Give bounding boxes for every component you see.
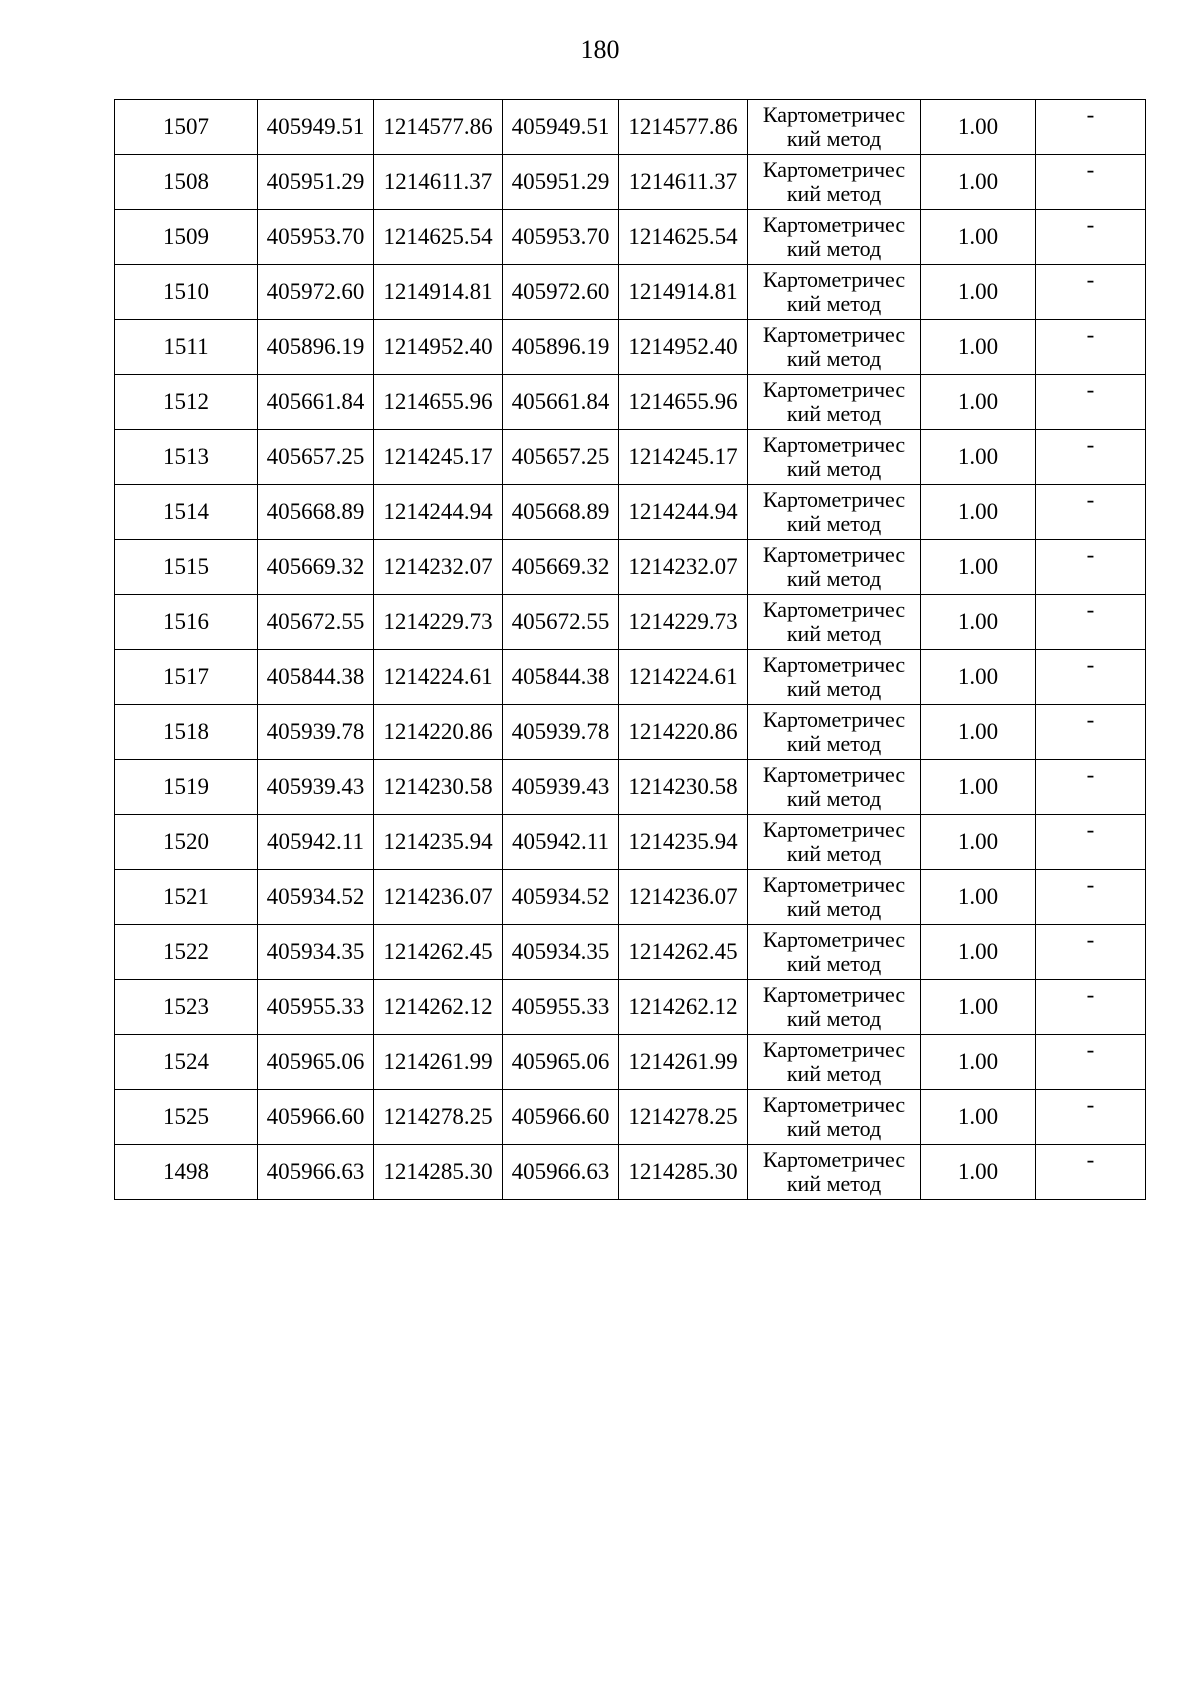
method-text: Картометричес [762, 872, 906, 897]
note-cell: - [1036, 1090, 1146, 1145]
x-coordinate-cell: 405657.25 [258, 430, 374, 485]
point-number-cell: 1520 [115, 815, 258, 870]
table-row [115, 1090, 1146, 1145]
accuracy-cell: 1.00 [921, 925, 1036, 980]
method-text: Картометричес [762, 432, 906, 457]
y-coordinate-cell: 1214224.61 [619, 650, 748, 705]
x-coordinate-cell: 405966.60 [258, 1090, 374, 1145]
x-coordinate-cell: 405955.33 [503, 980, 619, 1035]
note-cell: - [1036, 870, 1146, 925]
x-coordinate-cell: 405934.52 [503, 870, 619, 925]
x-coordinate-cell: 405949.51 [503, 100, 619, 155]
method-text: Картометричес [762, 377, 906, 402]
y-coordinate-cell: 1214625.54 [374, 210, 503, 265]
table-row [115, 540, 1146, 595]
method-text: кий метод [786, 126, 882, 151]
method-text: Картометричес [762, 212, 906, 237]
x-coordinate-cell: 405661.84 [258, 375, 374, 430]
table-row [115, 1145, 1146, 1200]
method-cell [748, 485, 921, 540]
point-number-cell: 1525 [115, 1090, 258, 1145]
method-text: Картометричес [762, 597, 906, 622]
note-cell: - [1036, 100, 1146, 155]
x-coordinate-cell: 405896.19 [258, 320, 374, 375]
x-coordinate-cell: 405939.78 [258, 705, 374, 760]
x-coordinate-cell: 405972.60 [503, 265, 619, 320]
method-text: Картометричес [762, 102, 906, 127]
y-coordinate-cell: 1214220.86 [374, 705, 503, 760]
table-row [115, 100, 1146, 155]
method-text: Картометричес [762, 817, 906, 842]
note-cell: - [1036, 265, 1146, 320]
y-coordinate-cell: 1214236.07 [619, 870, 748, 925]
accuracy-cell: 1.00 [921, 1090, 1036, 1145]
table-row [115, 705, 1146, 760]
method-cell [748, 1145, 921, 1200]
y-coordinate-cell: 1214278.25 [374, 1090, 503, 1145]
method-text: кий метод [786, 401, 882, 426]
method-cell [748, 265, 921, 320]
method-text: Картометричес [762, 1092, 906, 1117]
y-coordinate-cell: 1214262.12 [374, 980, 503, 1035]
y-coordinate-cell: 1214232.07 [619, 540, 748, 595]
note-cell: - [1036, 540, 1146, 595]
method-cell [748, 980, 921, 1035]
note-cell: - [1036, 925, 1146, 980]
method-text: кий метод [786, 896, 882, 921]
point-number-cell: 1519 [115, 760, 258, 815]
method-text: Картометричес [762, 982, 906, 1007]
point-number-cell: 1518 [115, 705, 258, 760]
y-coordinate-cell: 1214655.96 [619, 375, 748, 430]
note-cell: - [1036, 375, 1146, 430]
table-row [115, 925, 1146, 980]
x-coordinate-cell: 405939.78 [503, 705, 619, 760]
x-coordinate-cell: 405951.29 [258, 155, 374, 210]
x-coordinate-cell: 405939.43 [258, 760, 374, 815]
accuracy-cell: 1.00 [921, 815, 1036, 870]
x-coordinate-cell: 405949.51 [258, 100, 374, 155]
accuracy-cell: 1.00 [921, 595, 1036, 650]
x-coordinate-cell: 405953.70 [503, 210, 619, 265]
table-body [115, 100, 1146, 1200]
x-coordinate-cell: 405669.32 [258, 540, 374, 595]
y-coordinate-cell: 1214235.94 [374, 815, 503, 870]
point-number-cell: 1524 [115, 1035, 258, 1090]
y-coordinate-cell: 1214229.73 [374, 595, 503, 650]
method-cell [748, 815, 921, 870]
method-text: Картометричес [762, 542, 906, 567]
method-text: Картометричес [762, 762, 906, 787]
point-number-cell: 1510 [115, 265, 258, 320]
table-row [115, 485, 1146, 540]
method-text: кий метод [786, 346, 882, 371]
point-number-cell: 1523 [115, 980, 258, 1035]
y-coordinate-cell: 1214245.17 [619, 430, 748, 485]
y-coordinate-cell: 1214285.30 [374, 1145, 503, 1200]
x-coordinate-cell: 405896.19 [503, 320, 619, 375]
accuracy-cell: 1.00 [921, 1035, 1036, 1090]
x-coordinate-cell: 405942.11 [503, 815, 619, 870]
method-text: Картометричес [762, 707, 906, 732]
method-text: кий метод [786, 841, 882, 866]
note-cell: - [1036, 1035, 1146, 1090]
accuracy-cell: 1.00 [921, 485, 1036, 540]
accuracy-cell: 1.00 [921, 870, 1036, 925]
method-cell [748, 155, 921, 210]
method-text: кий метод [786, 1116, 882, 1141]
y-coordinate-cell: 1214655.96 [374, 375, 503, 430]
y-coordinate-cell: 1214236.07 [374, 870, 503, 925]
y-coordinate-cell: 1214262.45 [374, 925, 503, 980]
y-coordinate-cell: 1214625.54 [619, 210, 748, 265]
table-row [115, 210, 1146, 265]
method-cell [748, 650, 921, 705]
method-text: кий метод [786, 566, 882, 591]
x-coordinate-cell: 405965.06 [258, 1035, 374, 1090]
accuracy-cell: 1.00 [921, 1145, 1036, 1200]
method-text: Картометричес [762, 927, 906, 952]
y-coordinate-cell: 1214230.58 [619, 760, 748, 815]
point-number-cell: 1508 [115, 155, 258, 210]
point-number-cell: 1517 [115, 650, 258, 705]
accuracy-cell: 1.00 [921, 650, 1036, 705]
method-cell [748, 595, 921, 650]
note-cell: - [1036, 430, 1146, 485]
method-text: кий метод [786, 1061, 882, 1086]
x-coordinate-cell: 405668.89 [258, 485, 374, 540]
note-cell: - [1036, 650, 1146, 705]
y-coordinate-cell: 1214285.30 [619, 1145, 748, 1200]
method-text: Картометричес [762, 322, 906, 347]
point-number-cell: 1522 [115, 925, 258, 980]
method-text: кий метод [786, 511, 882, 536]
y-coordinate-cell: 1214577.86 [619, 100, 748, 155]
x-coordinate-cell: 405972.60 [258, 265, 374, 320]
note-cell: - [1036, 760, 1146, 815]
point-number-cell: 1516 [115, 595, 258, 650]
note-cell: - [1036, 1145, 1146, 1200]
accuracy-cell: 1.00 [921, 430, 1036, 485]
table-row [115, 595, 1146, 650]
x-coordinate-cell: 405844.38 [503, 650, 619, 705]
y-coordinate-cell: 1214245.17 [374, 430, 503, 485]
method-text: кий метод [786, 786, 882, 811]
accuracy-cell: 1.00 [921, 155, 1036, 210]
x-coordinate-cell: 405966.63 [258, 1145, 374, 1200]
y-coordinate-cell: 1214244.94 [374, 485, 503, 540]
table-row [115, 650, 1146, 705]
x-coordinate-cell: 405668.89 [503, 485, 619, 540]
y-coordinate-cell: 1214220.86 [619, 705, 748, 760]
accuracy-cell: 1.00 [921, 760, 1036, 815]
table-row [115, 760, 1146, 815]
x-coordinate-cell: 405965.06 [503, 1035, 619, 1090]
method-text: кий метод [786, 951, 882, 976]
y-coordinate-cell: 1214230.58 [374, 760, 503, 815]
page-number: 180 [580, 35, 620, 64]
point-number-cell: 1513 [115, 430, 258, 485]
method-text: Картометричес [762, 487, 906, 512]
x-coordinate-cell: 405942.11 [258, 815, 374, 870]
coordinates-table [114, 99, 1146, 1200]
method-text: кий метод [786, 456, 882, 481]
accuracy-cell: 1.00 [921, 375, 1036, 430]
accuracy-cell: 1.00 [921, 100, 1036, 155]
note-cell: - [1036, 815, 1146, 870]
x-coordinate-cell: 405672.55 [258, 595, 374, 650]
y-coordinate-cell: 1214577.86 [374, 100, 503, 155]
y-coordinate-cell: 1214244.94 [619, 485, 748, 540]
method-cell [748, 870, 921, 925]
method-text: кий метод [786, 1171, 882, 1196]
point-number-cell: 1515 [115, 540, 258, 595]
x-coordinate-cell: 405966.63 [503, 1145, 619, 1200]
method-text: Картометричес [762, 1037, 906, 1062]
y-coordinate-cell: 1214611.37 [374, 155, 503, 210]
table-row [115, 1035, 1146, 1090]
table-row [115, 815, 1146, 870]
method-text: кий метод [786, 236, 882, 261]
table-row [115, 375, 1146, 430]
accuracy-cell: 1.00 [921, 705, 1036, 760]
y-coordinate-cell: 1214224.61 [374, 650, 503, 705]
y-coordinate-cell: 1214952.40 [619, 320, 748, 375]
y-coordinate-cell: 1214914.81 [619, 265, 748, 320]
y-coordinate-cell: 1214261.99 [619, 1035, 748, 1090]
accuracy-cell: 1.00 [921, 540, 1036, 595]
point-number-cell: 1511 [115, 320, 258, 375]
method-text: кий метод [786, 181, 882, 206]
y-coordinate-cell: 1214262.45 [619, 925, 748, 980]
x-coordinate-cell: 405966.60 [503, 1090, 619, 1145]
accuracy-cell: 1.00 [921, 210, 1036, 265]
method-cell [748, 210, 921, 265]
method-text: кий метод [786, 731, 882, 756]
method-cell [748, 540, 921, 595]
y-coordinate-cell: 1214261.99 [374, 1035, 503, 1090]
y-coordinate-cell: 1214229.73 [619, 595, 748, 650]
note-cell: - [1036, 320, 1146, 375]
method-cell [748, 1035, 921, 1090]
y-coordinate-cell: 1214235.94 [619, 815, 748, 870]
y-coordinate-cell: 1214611.37 [619, 155, 748, 210]
x-coordinate-cell: 405953.70 [258, 210, 374, 265]
y-coordinate-cell: 1214262.12 [619, 980, 748, 1035]
note-cell: - [1036, 595, 1146, 650]
table-row [115, 155, 1146, 210]
x-coordinate-cell: 405844.38 [258, 650, 374, 705]
note-cell: - [1036, 210, 1146, 265]
method-text: кий метод [786, 291, 882, 316]
point-number-cell: 1514 [115, 485, 258, 540]
method-cell [748, 760, 921, 815]
table-row [115, 265, 1146, 320]
y-coordinate-cell: 1214952.40 [374, 320, 503, 375]
method-cell [748, 1090, 921, 1145]
x-coordinate-cell: 405934.35 [503, 925, 619, 980]
x-coordinate-cell: 405955.33 [258, 980, 374, 1035]
method-text: кий метод [786, 621, 882, 646]
x-coordinate-cell: 405672.55 [503, 595, 619, 650]
method-text: Картометричес [762, 157, 906, 182]
method-text: Картометричес [762, 652, 906, 677]
method-cell [748, 100, 921, 155]
y-coordinate-cell: 1214278.25 [619, 1090, 748, 1145]
y-coordinate-cell: 1214232.07 [374, 540, 503, 595]
x-coordinate-cell: 405951.29 [503, 155, 619, 210]
method-text: Картометричес [762, 267, 906, 292]
table-row [115, 320, 1146, 375]
table-row [115, 870, 1146, 925]
x-coordinate-cell: 405669.32 [503, 540, 619, 595]
method-text: кий метод [786, 676, 882, 701]
note-cell: - [1036, 155, 1146, 210]
x-coordinate-cell: 405934.52 [258, 870, 374, 925]
method-cell [748, 925, 921, 980]
method-text: кий метод [786, 1006, 882, 1031]
point-number-cell: 1507 [115, 100, 258, 155]
accuracy-cell: 1.00 [921, 980, 1036, 1035]
x-coordinate-cell: 405661.84 [503, 375, 619, 430]
x-coordinate-cell: 405657.25 [503, 430, 619, 485]
y-coordinate-cell: 1214914.81 [374, 265, 503, 320]
accuracy-cell: 1.00 [921, 265, 1036, 320]
method-cell [748, 430, 921, 485]
x-coordinate-cell: 405934.35 [258, 925, 374, 980]
method-cell [748, 320, 921, 375]
point-number-cell: 1521 [115, 870, 258, 925]
note-cell: - [1036, 705, 1146, 760]
note-cell: - [1036, 980, 1146, 1035]
point-number-cell: 1509 [115, 210, 258, 265]
method-text: Картометричес [762, 1147, 906, 1172]
point-number-cell: 1498 [115, 1145, 258, 1200]
method-cell [748, 705, 921, 760]
x-coordinate-cell: 405939.43 [503, 760, 619, 815]
accuracy-cell: 1.00 [921, 320, 1036, 375]
method-cell [748, 375, 921, 430]
point-number-cell: 1512 [115, 375, 258, 430]
table-row [115, 980, 1146, 1035]
table-row [115, 430, 1146, 485]
note-cell: - [1036, 485, 1146, 540]
